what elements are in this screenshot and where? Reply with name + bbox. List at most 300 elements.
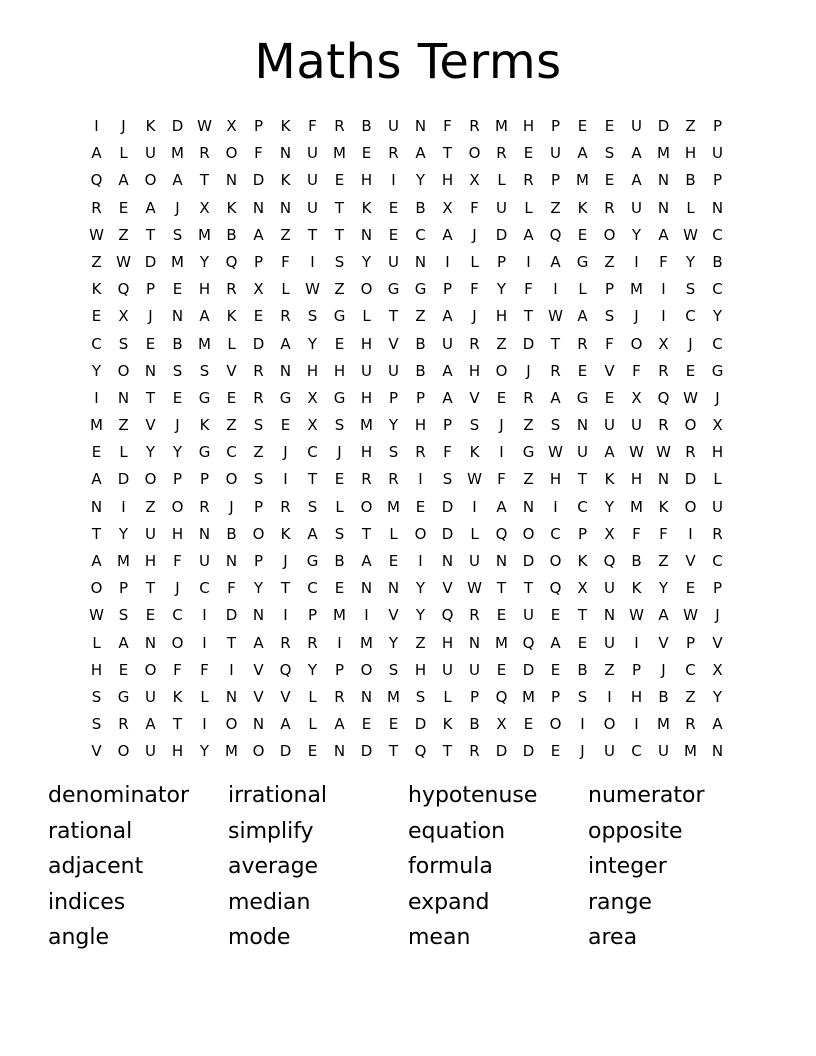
word-list-item: irrational (228, 783, 328, 808)
grid-letter: X (118, 307, 129, 326)
grid-letter: E (388, 552, 399, 570)
grid-letter: S (604, 144, 615, 163)
grid-letter: K (631, 579, 642, 598)
grid-letter: X (199, 198, 210, 217)
grid-letter: P (712, 171, 723, 190)
grid-letter: A (145, 198, 156, 217)
grid-letter: P (442, 416, 453, 435)
grid-letter: B (685, 171, 696, 190)
grid-letter: U (631, 416, 642, 435)
grid-letter: Q (117, 280, 130, 299)
grid-letter: R (388, 144, 399, 163)
grid-letter: P (442, 280, 453, 299)
grid-letter: I (202, 633, 207, 652)
grid-letter: Y (415, 579, 426, 598)
grid-letter: E (334, 470, 345, 489)
grid-letter: O (171, 633, 184, 652)
grid-letter: W (116, 252, 131, 271)
grid-letter: R (469, 742, 480, 761)
grid-letter: J (229, 497, 234, 516)
grid-letter: T (307, 225, 318, 244)
grid-letter: W (89, 606, 104, 625)
grid-letter: A (631, 144, 642, 163)
grid-letter: T (91, 524, 102, 543)
grid-letter: N (711, 198, 724, 217)
grid-letter: R (307, 633, 318, 652)
grid-letter: J (337, 443, 342, 462)
grid-letter: D (360, 742, 373, 761)
grid-letter: S (91, 715, 102, 734)
grid-letter: U (469, 552, 480, 570)
grid-letter: Z (145, 497, 156, 516)
grid-letter: G (711, 361, 724, 380)
grid-letter: S (91, 687, 102, 706)
grid-letter: E (361, 144, 372, 163)
grid-letter: E (496, 388, 507, 407)
grid-letter: E (334, 334, 345, 353)
grid-letter: H (630, 687, 643, 706)
grid-letter: H (360, 443, 373, 462)
grid-letter: L (470, 252, 479, 271)
grid-letter: J (472, 307, 477, 326)
grid-letter: A (712, 715, 723, 734)
grid-letter: J (283, 443, 288, 462)
grid-letter: W (683, 606, 698, 625)
grid-letter: A (550, 633, 561, 652)
grid-letter: I (94, 388, 99, 407)
grid-letter: L (470, 524, 479, 543)
grid-letter: U (145, 742, 156, 761)
grid-letter: R (226, 280, 237, 299)
grid-letter: H (711, 443, 724, 462)
grid-letter: Y (685, 252, 696, 271)
grid-letter: L (119, 443, 128, 462)
grid-letter: U (145, 144, 156, 163)
grid-letter: N (360, 579, 373, 598)
grid-letter: E (496, 660, 507, 679)
grid-letter: V (253, 687, 264, 706)
grid-letter: W (629, 443, 644, 462)
grid-letter: R (388, 470, 399, 489)
grid-letter: Z (685, 117, 696, 135)
page-title: Maths Terms (254, 34, 562, 90)
grid-letter: Q (279, 660, 292, 679)
grid-letter: O (549, 715, 562, 734)
grid-letter: R (280, 307, 291, 326)
grid-letter: F (254, 144, 263, 163)
grid-letter: A (577, 144, 588, 163)
grid-letter: C (199, 579, 210, 598)
grid-letter: V (91, 742, 102, 761)
grid-letter: C (307, 443, 318, 462)
grid-letter: W (89, 225, 104, 244)
grid-letter: Q (495, 687, 508, 706)
grid-letter: I (607, 687, 612, 706)
grid-letter: Q (495, 524, 508, 543)
grid-letter: A (361, 552, 372, 570)
grid-letter: K (91, 280, 102, 299)
grid-letter: O (468, 144, 481, 163)
grid-letter: C (307, 579, 318, 598)
grid-letter: I (688, 524, 693, 543)
grid-letter: M (333, 144, 346, 163)
grid-letter: U (658, 742, 669, 761)
grid-letter: S (604, 307, 615, 326)
grid-letter: E (118, 198, 129, 217)
grid-letter: P (334, 660, 345, 679)
grid-letter: E (415, 497, 426, 516)
grid-letter: V (469, 388, 480, 407)
grid-letter: N (225, 687, 238, 706)
grid-letter: U (442, 660, 453, 679)
grid-letter: G (576, 252, 589, 271)
grid-letter: U (388, 361, 399, 380)
grid-letter: D (171, 117, 184, 135)
grid-letter: P (685, 633, 696, 652)
grid-letter: E (361, 715, 372, 734)
grid-letter: I (310, 252, 315, 271)
grid-letter: I (229, 660, 234, 679)
grid-letter: Y (604, 497, 615, 516)
grid-letter: H (414, 416, 427, 435)
grid-letter: M (90, 416, 103, 435)
grid-letter: F (632, 524, 641, 543)
grid-letter: N (333, 742, 346, 761)
grid-letter: R (496, 144, 507, 163)
grid-letter: Y (415, 171, 426, 190)
grid-letter: V (226, 361, 237, 380)
grid-letter: K (280, 171, 291, 190)
grid-letter: Y (199, 742, 210, 761)
grid-letter: O (630, 334, 643, 353)
grid-letter: X (712, 416, 723, 435)
grid-letter: L (524, 198, 533, 217)
grid-letter: K (442, 715, 453, 734)
grid-letter: Z (604, 660, 615, 679)
grid-letter: K (280, 524, 291, 543)
grid-letter: S (334, 416, 345, 435)
grid-letter: A (280, 715, 291, 734)
grid-letter: I (202, 715, 207, 734)
grid-letter: N (522, 497, 535, 516)
grid-letter: T (550, 334, 561, 353)
grid-letter: D (252, 171, 265, 190)
grid-letter: U (388, 252, 399, 271)
grid-letter: Z (91, 252, 102, 271)
grid-letter: A (604, 443, 615, 462)
grid-letter: H (495, 307, 508, 326)
grid-letter: Z (226, 416, 237, 435)
grid-letter: H (441, 171, 454, 190)
grid-letter: U (550, 144, 561, 163)
grid-letter: P (550, 687, 561, 706)
grid-letter: E (145, 606, 156, 625)
grid-letter: F (173, 552, 182, 570)
grid-letter: L (578, 280, 587, 299)
grid-letter: H (90, 660, 103, 679)
word-list-item: opposite (588, 818, 683, 844)
grid-letter: E (550, 660, 561, 679)
grid-letter: O (360, 497, 373, 516)
grid-letter: X (307, 388, 318, 407)
grid-letter: N (252, 606, 265, 625)
grid-letter: I (418, 470, 423, 489)
grid-letter: L (389, 524, 398, 543)
grid-letter: E (388, 198, 399, 217)
grid-letter: G (522, 443, 535, 462)
grid-letter: M (387, 687, 400, 706)
grid-letter: Y (631, 225, 642, 244)
word-list-item: adjacent (48, 854, 144, 879)
grid-letter: O (549, 552, 562, 570)
grid-letter: U (604, 579, 615, 598)
grid-letter: C (712, 334, 723, 353)
grid-letter: T (388, 307, 399, 326)
grid-letter: O (603, 715, 616, 734)
grid-letter: A (631, 171, 642, 190)
grid-letter: E (253, 307, 264, 326)
grid-letter: S (118, 334, 129, 353)
grid-letter: Z (523, 470, 534, 489)
grid-letter: R (550, 361, 561, 380)
grid-letter: D (495, 742, 508, 761)
grid-letter: C (226, 443, 237, 462)
grid-letter: S (172, 225, 183, 244)
grid-letter: H (441, 633, 454, 652)
grid-letter: H (333, 361, 346, 380)
grid-letter: Q (414, 742, 427, 761)
grid-letter: S (334, 252, 345, 271)
grid-letter: Z (523, 416, 534, 435)
grid-letter: O (414, 524, 427, 543)
grid-letter: N (657, 171, 670, 190)
grid-letter: N (225, 552, 238, 570)
grid-letter: X (469, 171, 480, 190)
grid-letter: L (686, 198, 695, 217)
grid-letter: D (441, 497, 454, 516)
grid-letter: X (631, 388, 642, 407)
grid-letter: J (661, 660, 666, 679)
grid-letter: X (712, 660, 723, 679)
grid-letter: G (414, 280, 427, 299)
grid-letter: C (91, 334, 102, 353)
grid-letter: N (414, 117, 427, 135)
grid-letter: G (198, 388, 211, 407)
grid-letter: I (553, 280, 558, 299)
grid-letter: M (171, 144, 184, 163)
grid-letter: J (715, 388, 720, 407)
grid-letter: E (685, 361, 696, 380)
grid-letter: E (91, 307, 102, 326)
grid-letter: P (172, 470, 183, 489)
word-list-item: average (228, 854, 319, 879)
grid-letter: D (684, 470, 697, 489)
grid-letter: N (252, 715, 265, 734)
grid-letter: N (90, 497, 103, 516)
grid-letter: Y (712, 307, 723, 326)
grid-letter: R (415, 443, 426, 462)
grid-letter: D (522, 660, 535, 679)
grid-letter: N (252, 198, 265, 217)
grid-letter: L (443, 687, 452, 706)
grid-letter: Z (118, 225, 129, 244)
grid-letter: L (227, 334, 236, 353)
grid-letter: C (577, 497, 588, 516)
grid-letter: Q (603, 552, 616, 570)
word-list-item: formula (408, 854, 493, 879)
grid-letter: P (469, 687, 480, 706)
grid-letter: W (548, 443, 563, 462)
grid-letter: U (712, 144, 723, 163)
grid-letter: B (658, 687, 669, 706)
grid-letter: K (145, 117, 156, 135)
grid-letter: W (197, 117, 212, 135)
word-list-item: indices (48, 889, 126, 915)
grid-letter: X (442, 198, 453, 217)
grid-letter: G (333, 388, 346, 407)
grid-letter: H (684, 144, 697, 163)
grid-letter: T (442, 742, 453, 761)
grid-letter: U (631, 198, 642, 217)
grid-letter: S (577, 687, 588, 706)
word-list-item: hypotenuse (408, 783, 538, 808)
grid-letter: R (685, 715, 696, 734)
grid-letter: K (172, 687, 183, 706)
grid-letter: N (279, 198, 292, 217)
grid-letter: A (118, 633, 129, 652)
grid-letter: R (658, 416, 669, 435)
grid-letter: G (576, 388, 589, 407)
grid-letter: G (387, 280, 400, 299)
grid-letter: X (253, 280, 264, 299)
grid-letter: U (631, 117, 642, 135)
word-list-item: expand (408, 889, 490, 915)
grid-letter: I (634, 252, 639, 271)
grid-letter: P (550, 171, 561, 190)
grid-letter: R (280, 497, 291, 516)
grid-letter: Q (441, 606, 454, 625)
grid-letter: Q (522, 633, 535, 652)
grid-letter: I (202, 606, 207, 625)
grid-letter: P (199, 470, 210, 489)
grid-letter: Y (307, 660, 318, 679)
grid-letter: Y (199, 252, 210, 271)
grid-letter: E (118, 660, 129, 679)
grid-letter: R (280, 633, 291, 652)
grid-letter: N (279, 144, 292, 163)
grid-letter: J (148, 307, 153, 326)
grid-letter: M (657, 144, 670, 163)
grid-letter: H (468, 361, 481, 380)
grid-letter: Y (307, 334, 318, 353)
grid-letter: Q (225, 252, 238, 271)
grid-letter: S (199, 361, 210, 380)
grid-letter: A (442, 361, 453, 380)
grid-letter: D (657, 117, 670, 135)
grid-letter: L (200, 687, 209, 706)
word-list-item: simplify (228, 818, 314, 844)
grid-letter: L (335, 497, 344, 516)
grid-letter: S (550, 416, 561, 435)
grid-letter: D (144, 252, 157, 271)
grid-letter: O (171, 497, 184, 516)
grid-letter: A (334, 715, 345, 734)
grid-letter: J (715, 606, 720, 625)
grid-letter: J (283, 552, 288, 570)
grid-letter: I (283, 470, 288, 489)
grid-letter: P (631, 660, 642, 679)
grid-letter: J (634, 307, 639, 326)
grid-letter: A (91, 144, 102, 163)
grid-letter: T (226, 633, 237, 652)
grid-letter: O (90, 579, 103, 598)
grid-letter: B (415, 198, 426, 217)
grid-letter: I (337, 633, 342, 652)
grid-letter: N (225, 171, 238, 190)
grid-letter: E (523, 715, 534, 734)
grid-letter: H (414, 660, 427, 679)
grid-letter: S (118, 606, 129, 625)
grid-letter: A (577, 307, 588, 326)
grid-letter: A (172, 171, 183, 190)
grid-letter: E (550, 742, 561, 761)
grid-letter: W (683, 225, 698, 244)
grid-letter: F (632, 361, 641, 380)
grid-letter: F (659, 252, 668, 271)
grid-letter: T (145, 388, 156, 407)
grid-letter: B (172, 334, 183, 353)
grid-letter: R (361, 470, 372, 489)
grid-letter: V (253, 660, 264, 679)
grid-letter: H (171, 524, 184, 543)
grid-letter: Y (415, 606, 426, 625)
grid-letter: E (91, 443, 102, 462)
grid-letter: O (117, 361, 130, 380)
grid-letter: U (712, 497, 723, 516)
grid-letter: E (226, 388, 237, 407)
grid-letter: B (712, 252, 723, 271)
grid-letter: F (605, 334, 614, 353)
grid-letter: B (631, 552, 642, 570)
grid-letter: R (712, 524, 723, 543)
grid-letter: P (253, 252, 264, 271)
grid-letter: M (333, 606, 346, 625)
grid-letter: D (117, 470, 130, 489)
grid-letter: O (144, 660, 157, 679)
grid-letter: T (334, 225, 345, 244)
grid-letter: S (253, 470, 264, 489)
grid-letter: F (470, 198, 479, 217)
grid-letter: R (334, 117, 345, 135)
grid-letter: B (334, 552, 345, 570)
grid-letter: S (253, 416, 264, 435)
grid-letter: T (334, 198, 345, 217)
grid-letter: Z (415, 633, 426, 652)
grid-letter: O (360, 660, 373, 679)
grid-letter: J (472, 225, 477, 244)
grid-letter: E (172, 280, 183, 299)
grid-letter: K (469, 443, 480, 462)
grid-letter: I (418, 552, 423, 570)
grid-letter: Z (253, 443, 264, 462)
grid-letter: M (576, 171, 589, 190)
grid-letter: Z (496, 334, 507, 353)
grid-letter: P (577, 524, 588, 543)
grid-letter: I (526, 252, 531, 271)
grid-letter: R (91, 198, 102, 217)
word-list-item: equation (408, 818, 506, 844)
grid-letter: Y (91, 361, 102, 380)
